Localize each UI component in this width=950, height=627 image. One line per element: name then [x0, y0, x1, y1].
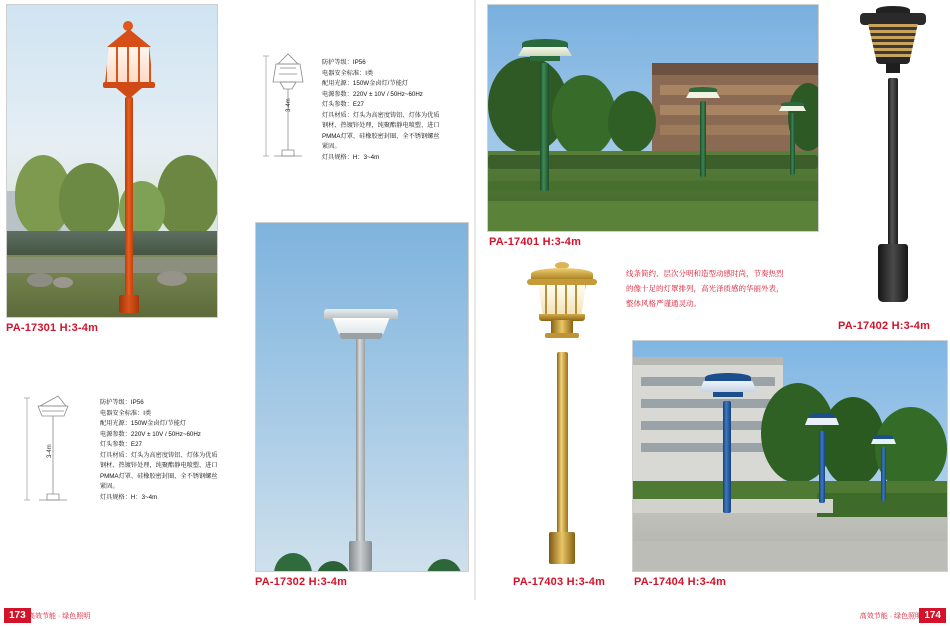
product-photo-pa-17302	[255, 222, 469, 572]
product-photo-pa-17402	[838, 0, 946, 312]
spec-line: 紧固。	[100, 483, 119, 490]
lamp-line-drawing-icon	[18, 382, 88, 512]
spec-line: 灯具规格：H：3~4m	[100, 493, 158, 501]
spec-line: 灯具规格：H：3~4m	[322, 153, 380, 161]
lamp-head	[699, 373, 757, 405]
spec-line: 电源参数：220V ± 10V / 50Hz~60Hz	[322, 90, 423, 98]
dimension-label-top: 3-4m	[286, 98, 292, 112]
lamp-pole	[723, 401, 731, 513]
footer-text-left: 高效节能 · 绿色照明	[28, 613, 91, 620]
page-footer	[0, 600, 950, 627]
spec-line: 电器安全标准：I类	[322, 69, 374, 77]
caption-pa-17301: PA-17301 H:3-4m	[6, 322, 99, 334]
spec-line: 配用光源：150W金卤灯/节能灯	[100, 420, 186, 427]
caption-pa-17401: PA-17401 H:3-4m	[489, 236, 582, 248]
lamp-head	[324, 309, 398, 343]
lamp-head	[518, 39, 572, 67]
spec-line: 灯具材质：灯头为高密度铸铝、灯体为优质	[100, 451, 218, 459]
spec-line: 紧固。	[322, 143, 341, 150]
spec-line: 钢材、热镀锌处理，纯聚酯静电喷塑、进口	[100, 462, 218, 469]
marketing-line: 线条简约、层次分明和造型动感时尚，节奏热烈	[626, 269, 784, 278]
spec-line: 电源参数：220V ± 10V / 50Hz~60Hz	[100, 430, 201, 438]
lamp-pole	[356, 335, 365, 547]
lamp-pole	[557, 352, 568, 540]
lamp-head	[99, 27, 159, 101]
product-photo-pa-17403	[505, 252, 619, 570]
spec-line: 灯具材质：灯头为高密度铸铝、灯体为优质	[322, 111, 440, 119]
marketing-line: 的像十足的灯罩排列，高光泽质感的华丽外表，	[626, 284, 784, 293]
lamp-pole	[540, 63, 549, 191]
caption-pa-17404: PA-17404 H:3-4m	[634, 576, 727, 588]
spec-line: 灯头参数：E27	[100, 441, 142, 448]
lamp-pole	[125, 97, 133, 309]
dimension-label-bottom: 3-4m	[47, 444, 53, 458]
marketing-line: 整体风格严谨通灵动。	[626, 299, 701, 308]
spec-line: 灯头参数：E27	[322, 101, 364, 108]
caption-pa-17403: PA-17403 H:3-4m	[513, 576, 606, 588]
footer-text-right: 高效节能 · 绿色照明	[859, 613, 922, 620]
product-photo-pa-17401	[487, 4, 819, 232]
red-marketing-copy	[626, 266, 826, 311]
spec-line: 防护等级：IP56	[322, 59, 366, 66]
page-gutter	[474, 0, 476, 600]
product-photo-pa-17301	[6, 4, 218, 318]
spec-line: 配用光源：150W金卤灯/节能灯	[322, 80, 408, 87]
spec-line: PMMA灯罩、硅橡胶密封圈、全不锈钢螺丝	[100, 472, 218, 480]
lamp-head	[858, 6, 928, 82]
line-drawing-bottom	[18, 382, 88, 512]
product-photo-pa-17404	[632, 340, 948, 572]
page-number-right: 174	[919, 608, 946, 623]
caption-pa-17302: PA-17302 H:3-4m	[255, 576, 348, 588]
page-number-left: 173	[4, 608, 31, 623]
spec-block-bottom	[100, 398, 218, 503]
lamp-pole	[888, 78, 898, 250]
lamp-head	[525, 262, 599, 356]
spec-block-top	[322, 58, 440, 163]
caption-pa-17402: PA-17402 H:3-4m	[838, 320, 931, 332]
spec-line: 钢材、热镀锌处理，纯聚酯静电喷塑、进口	[322, 122, 440, 129]
spec-line: PMMA灯罩、硅橡胶密封圈、全不锈钢螺丝	[322, 132, 440, 140]
spec-line: 电器安全标准：I类	[100, 409, 152, 417]
spec-line: 防护等级：IP56	[100, 399, 144, 406]
